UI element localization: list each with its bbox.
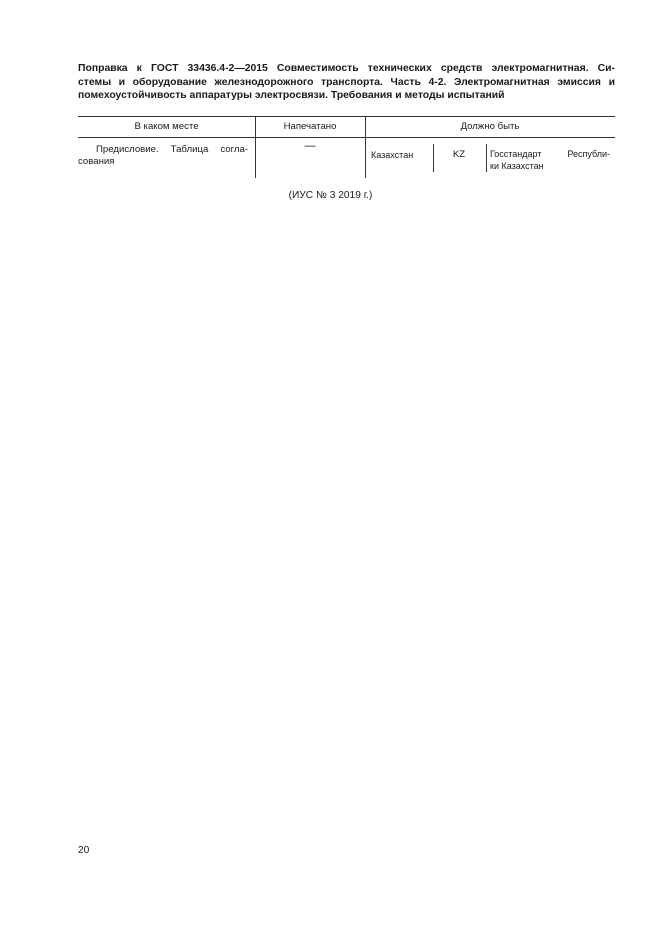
table-header-row xyxy=(78,116,615,138)
cell-organization xyxy=(490,148,610,172)
header-printed: Напечатано xyxy=(283,121,337,132)
header-divider-2 xyxy=(365,117,366,137)
cell-place-text: Предисловие. Таблица согла-сования xyxy=(78,144,248,167)
cell-code: KZ xyxy=(452,149,466,160)
header-place: В каком месте xyxy=(134,121,199,132)
title-line-3: помехоустойчивость аппаратуры электросвязи. Требования и методы испытаний xyxy=(78,90,505,101)
table-row xyxy=(78,138,615,178)
org-line-1: Госстандарт Республи- xyxy=(490,149,610,159)
inner-divider-2 xyxy=(486,144,487,172)
title-line-2: стемы и оборудование железнодорожного транспорта. Часть 4-2. Электромагнитная эмиссия и xyxy=(78,76,615,88)
body-divider-1 xyxy=(255,138,256,178)
body-divider-2 xyxy=(365,138,366,178)
source-note: (ИУС № 3 2019 г.) xyxy=(288,190,373,201)
cell-country: Казахстан xyxy=(371,150,414,160)
document-title xyxy=(78,62,615,103)
correction-table xyxy=(78,116,615,178)
cell-place xyxy=(78,144,248,168)
cell-printed: — xyxy=(304,140,316,152)
title-line-1: Поправка к ГОСТ 33436.4-2—2015 Совместимость технических средств электромагнитная. Си- xyxy=(78,63,615,74)
org-line-2: ки Казахстан xyxy=(490,161,544,171)
header-correct: Должно быть xyxy=(460,121,520,132)
page-number: 20 xyxy=(78,845,90,856)
header-divider-1 xyxy=(255,117,256,137)
